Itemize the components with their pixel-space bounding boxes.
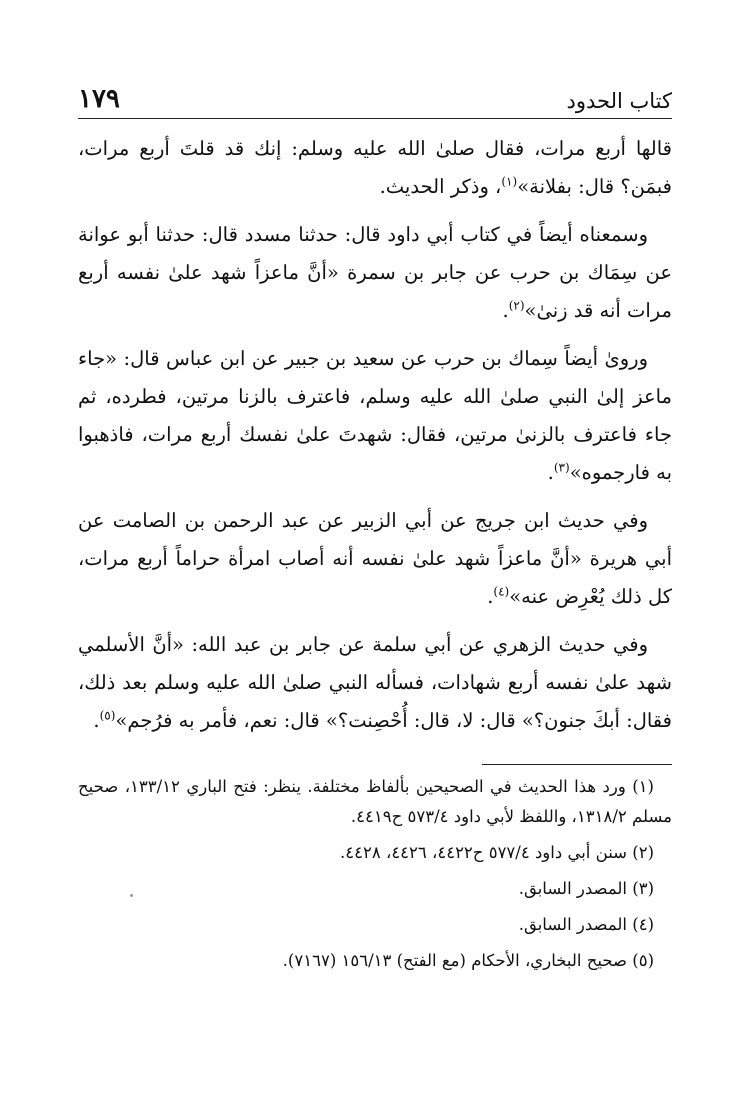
- footnote: (٥) صحيح البخاري، الأحكام (مع الفتح) ١٥٦/١٣ (٧١٦٧).: [282, 951, 654, 970]
- scan-speck: [130, 894, 133, 897]
- footnote: (١) ورد هذا الحديث في الصحيحين بألفاظ مختلفة. ينظر: فتح الباري ١٣٣/١٢، صحيح مسلم ١٣١٨/٢، واللفظ لأبي داود ٥٧٣/٤ ح٤٤١٩.: [78, 777, 672, 826]
- paragraph: [78, 340, 672, 492]
- footnote-ref[interactable]: (٣): [553, 460, 570, 475]
- paragraph-text: قالها أربع مرات، فقال صلىٰ الله عليه وسلم: إنك قد قلتَ أربع مرات، فبمَن؟ قال: بفلانة»: [78, 137, 672, 198]
- paragraph-tail: .: [93, 709, 100, 732]
- paragraph-text: وسمعناه أيضاً في كتاب أبي داود قال: حدثنا مسدد قال: حدثنا أبو عوانة عن سِمَاك بن حرب عن جابر بن سمرة «أنَّ ماعزاً شهد علىٰ نفسه أربع مرات أنه قد زنىٰ»: [78, 223, 672, 322]
- paragraph: [78, 626, 672, 740]
- header-divider: [78, 118, 672, 119]
- page-number: ١٧٩: [78, 84, 120, 114]
- main-text: [78, 130, 672, 750]
- footnote-ref[interactable]: (٢): [508, 298, 525, 313]
- paragraph-text: وفي حديث ابن جريج عن أبي الزبير عن عبد الرحمن بن الصامت عن أبي هريرة «أنَّ ماعزاً شهد علىٰ نفسه أنه أصاب امرأة حراماً أربع مرات، كل ذلك يُعْرِض عنه»: [78, 509, 672, 608]
- footnotes: [78, 772, 672, 982]
- footnote-ref[interactable]: (١): [501, 174, 518, 189]
- paragraph: [78, 130, 672, 206]
- paragraph-tail: ، وذكر الحديث.: [379, 175, 502, 198]
- paragraph: [78, 216, 672, 330]
- page-header: [78, 72, 672, 112]
- footnote: (٣) المصدر السابق.: [518, 879, 654, 898]
- footnote-divider: [482, 764, 672, 765]
- paragraph: [78, 502, 672, 616]
- footnote: (٤) المصدر السابق.: [518, 915, 654, 934]
- paragraph-tail: .: [487, 585, 494, 608]
- footnote: (٢) سنن أبي داود ٥٧٧/٤ ح٤٤٢٢، ٤٤٢٦، ٤٤٢٨.: [340, 843, 654, 862]
- paragraph-tail: .: [502, 299, 509, 322]
- footnote-ref[interactable]: (٤): [493, 584, 510, 599]
- chapter-title: كتاب الحدود: [566, 89, 672, 113]
- paragraph-text: وفي حديث الزهري عن أبي سلمة عن جابر بن عبد الله: «أنَّ الأسلمي شهد علىٰ نفسه أربع شهادات، فسأله النبي صلىٰ الله عليه وسلم بعد ذلك، فقال: أبكَ جنون؟» قال: لا، قال: أُحْصِنت؟» قال: نعم، فأمر به فرُجم»: [78, 633, 672, 732]
- paragraph-text: ورویٰ أيضاً سِماك بن حرب عن سعيد بن جبير عن ابن عباس قال: «جاء ماعز إلىٰ النبي صلىٰ الله عليه وسلم، فاعترف بالزنا مرتين، فطرده، ثم جاء فاعترف بالزنىٰ مرتين، فقال: شهدتَ علىٰ نفسك أربع مرات، فاذهبوا به فارجموه»: [78, 347, 673, 484]
- footnote-ref[interactable]: (٥): [99, 708, 116, 723]
- paragraph-tail: .: [547, 461, 554, 484]
